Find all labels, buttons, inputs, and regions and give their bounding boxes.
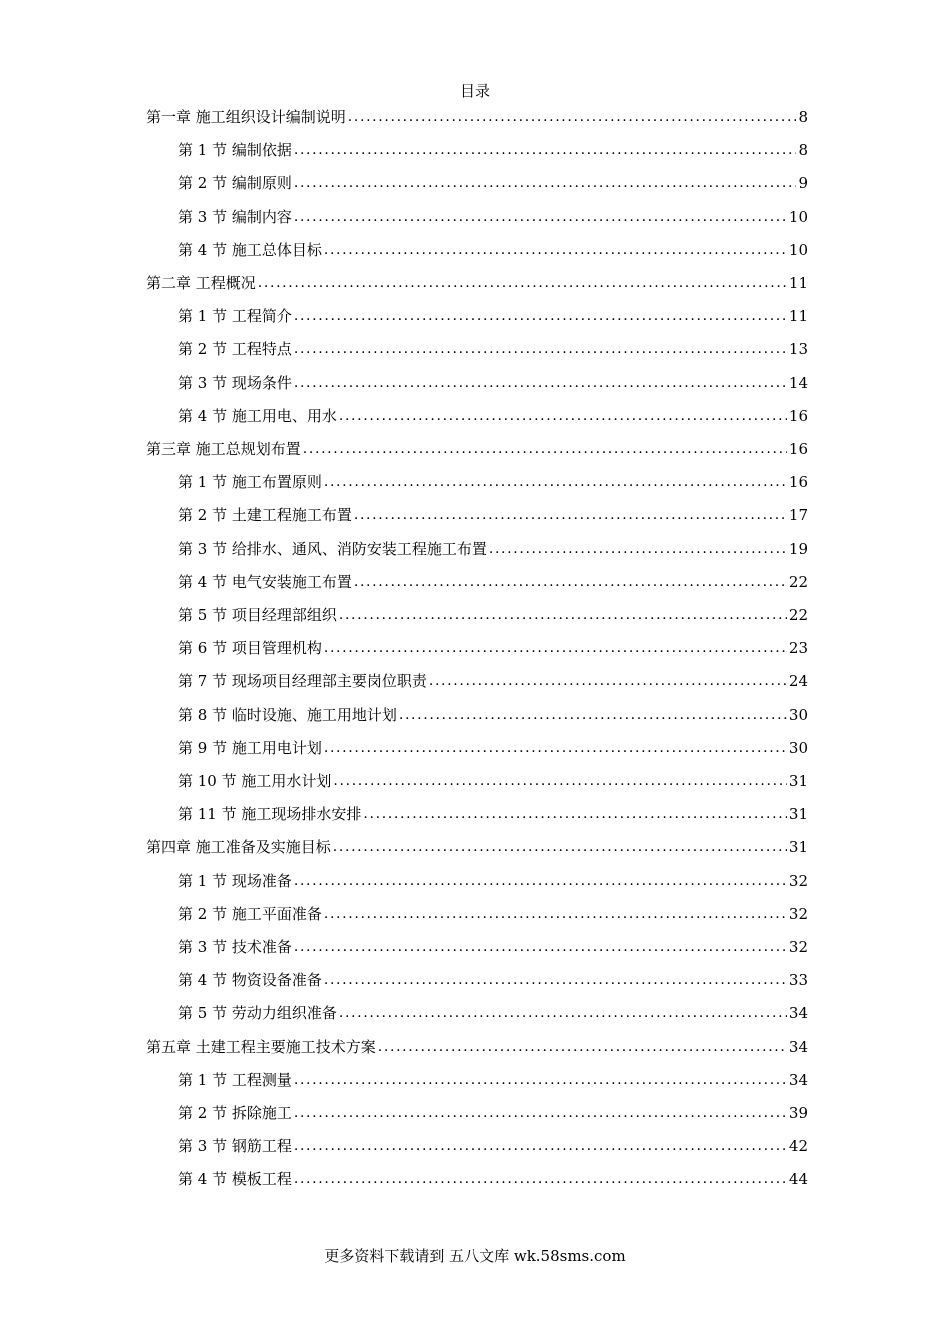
toc-entry-label: 第 3 节 现场条件 — [178, 373, 292, 392]
toc-section-entry[interactable] — [178, 206, 808, 228]
footer-text: 更多资料下载请到 五八文库 wk.58sms.com — [324, 1247, 626, 1265]
toc-entry-label: 第 8 节 临时设施、施工用地计划 — [178, 705, 397, 724]
toc-dot-leader — [324, 903, 787, 925]
toc-entry-label: 第 3 节 钢筋工程 — [178, 1137, 292, 1156]
toc-page-number: 32 — [788, 871, 808, 890]
toc-entry-label: 第 1 节 编制依据 — [178, 141, 292, 160]
toc-dot-leader — [324, 737, 787, 759]
toc-dot-leader — [339, 1002, 787, 1024]
toc-chapter-entry[interactable] — [146, 272, 808, 294]
toc-page-number: 39 — [788, 1104, 808, 1122]
toc-page-number: 14 — [788, 373, 808, 392]
toc-section-entry[interactable] — [178, 670, 808, 692]
toc-section-entry[interactable] — [178, 737, 808, 759]
toc-entry-label: 第 10 节 施工用水计划 — [178, 772, 332, 790]
toc-section-entry[interactable] — [178, 471, 808, 493]
toc-entry-label: 第 11 节 施工现场排水安排 — [178, 805, 362, 824]
toc-page-number: 13 — [788, 340, 808, 359]
toc-dot-leader — [324, 471, 787, 493]
toc-entry-label: 第 3 节 给排水、通风、消防安装工程施工布置 — [178, 539, 487, 558]
toc-dot-leader — [294, 1102, 787, 1124]
toc-entry-label: 第 7 节 现场项目经理部主要岗位职责 — [178, 672, 427, 691]
toc-entry-label: 第 4 节 电气安装施工布置 — [178, 572, 352, 591]
toc-dot-leader — [303, 438, 787, 460]
toc-page-number: 9 — [798, 174, 808, 193]
toc-section-entry[interactable] — [178, 936, 808, 958]
toc-chapter-entry[interactable] — [146, 1036, 808, 1058]
toc-entry-label: 第 5 节 劳动力组织准备 — [178, 1004, 337, 1023]
toc-page-number: 34 — [788, 1004, 808, 1023]
toc-page-number: 33 — [788, 971, 808, 990]
toc-dot-leader — [294, 1069, 787, 1091]
toc-section-entry[interactable] — [178, 1135, 808, 1157]
toc-section-entry[interactable] — [178, 803, 808, 825]
toc-section-entry[interactable] — [178, 969, 808, 991]
toc-dot-leader — [339, 405, 787, 427]
toc-entry-label: 第 1 节 现场准备 — [178, 871, 292, 890]
toc-entry-label: 第 6 节 项目管理机构 — [178, 639, 322, 658]
toc-dot-leader — [294, 305, 787, 327]
toc-section-entry[interactable] — [178, 538, 808, 560]
toc-entry-label: 第 2 节 拆除施工 — [178, 1104, 292, 1122]
toc-page-number: 24 — [788, 672, 808, 691]
toc-page-number: 30 — [788, 705, 808, 724]
toc-page-number: 17 — [788, 506, 808, 525]
toc-entry-label: 第 1 节 施工布置原则 — [178, 473, 322, 492]
toc-entry-label: 第五章 土建工程主要施工技术方案 — [146, 1037, 376, 1056]
toc-page-number: 19 — [788, 539, 808, 558]
toc-dot-leader — [294, 936, 787, 958]
toc-section-entry[interactable] — [178, 604, 808, 626]
toc-page-number: 23 — [788, 639, 808, 658]
toc-dot-leader — [363, 803, 787, 825]
toc-page-number: 44 — [788, 1170, 808, 1189]
toc-entry-label: 第 3 节 编制内容 — [178, 207, 292, 226]
toc-entry-label: 第 9 节 施工用电计划 — [178, 738, 322, 757]
toc-section-entry[interactable] — [178, 305, 808, 327]
toc-entry-label: 第 2 节 工程特点 — [178, 340, 292, 359]
toc-section-entry[interactable] — [178, 770, 808, 792]
toc-page-number: 34 — [788, 1070, 808, 1089]
toc-section-entry[interactable] — [178, 372, 808, 394]
toc-section-entry[interactable] — [178, 870, 808, 892]
toc-entry-label: 第 4 节 模板工程 — [178, 1170, 292, 1189]
toc-dot-leader — [294, 1168, 787, 1190]
toc-dot-leader — [333, 836, 787, 858]
toc-section-entry[interactable] — [178, 405, 808, 427]
toc-page-number: 10 — [788, 207, 808, 226]
toc-page-number: 31 — [788, 805, 808, 824]
toc-entry-label: 第 1 节 工程简介 — [178, 307, 292, 326]
toc-chapter-entry[interactable] — [146, 106, 808, 128]
toc-entry-label: 第 3 节 技术准备 — [178, 938, 292, 956]
toc-dot-leader — [294, 206, 787, 228]
toc-section-entry[interactable] — [178, 903, 808, 925]
toc-section-entry[interactable] — [178, 1002, 808, 1024]
toc-dot-leader — [489, 538, 787, 560]
toc-entry-label: 第四章 施工准备及实施目标 — [146, 838, 331, 857]
toc-dot-leader — [294, 139, 797, 161]
toc-dot-leader — [258, 272, 787, 294]
toc-dot-leader — [399, 704, 787, 726]
toc-page-number: 34 — [788, 1037, 808, 1056]
toc-page-number: 22 — [788, 606, 808, 624]
toc-entry-label: 第 1 节 工程测量 — [178, 1070, 292, 1089]
toc-dot-leader — [294, 338, 787, 360]
toc-page-number: 31 — [788, 772, 808, 790]
toc-dot-leader — [294, 372, 787, 394]
toc-page-number: 16 — [788, 473, 808, 492]
toc-entry-label: 第 5 节 项目经理部组织 — [178, 606, 337, 624]
toc-entry-label: 第二章 工程概况 — [146, 274, 256, 292]
toc-page-number: 8 — [798, 108, 808, 126]
toc-page-number: 10 — [788, 240, 808, 259]
toc-entry-label: 第 2 节 施工平面准备 — [178, 904, 322, 923]
toc-page-number: 11 — [788, 274, 808, 292]
toc-entry-label: 第 4 节 施工用电、用水 — [178, 406, 337, 425]
toc-section-entry[interactable] — [178, 172, 808, 194]
toc-dot-leader — [294, 172, 797, 194]
toc-dot-leader — [333, 770, 787, 792]
toc-entry-label: 第三章 施工总规划布置 — [146, 440, 301, 458]
toc-dot-leader — [348, 106, 797, 128]
toc-title: 目录 — [459, 82, 490, 100]
toc-section-entry[interactable] — [178, 704, 808, 726]
toc-dot-leader — [324, 239, 787, 261]
toc-section-entry[interactable] — [178, 1102, 808, 1124]
toc-entry-label: 第 2 节 土建工程施工布置 — [178, 506, 352, 525]
toc-dot-leader — [294, 870, 787, 892]
toc-section-entry[interactable] — [178, 338, 808, 360]
toc-page-number: 16 — [788, 440, 808, 458]
toc-dot-leader — [339, 604, 787, 626]
toc-section-entry[interactable] — [178, 1168, 808, 1190]
toc-page-number: 16 — [788, 406, 808, 425]
toc-section-entry[interactable] — [178, 139, 808, 161]
toc-section-entry[interactable] — [178, 637, 808, 659]
toc-dot-leader — [324, 637, 787, 659]
toc-page-number: 30 — [788, 738, 808, 757]
toc-dot-leader — [429, 670, 787, 692]
toc-page-number: 42 — [788, 1137, 808, 1156]
toc-section-entry[interactable] — [178, 239, 808, 261]
toc-page-number: 11 — [788, 307, 808, 326]
toc-dot-leader — [354, 571, 787, 593]
toc-entry-label: 第 2 节 编制原则 — [178, 174, 292, 193]
toc-dot-leader — [378, 1036, 787, 1058]
toc-section-entry[interactable] — [178, 571, 808, 593]
toc-page-number: 8 — [798, 141, 808, 160]
toc-chapter-entry[interactable] — [146, 438, 808, 460]
toc-page-number: 31 — [788, 838, 808, 857]
toc-chapter-entry[interactable] — [146, 836, 808, 858]
toc-page-number: 32 — [788, 904, 808, 923]
toc-section-entry[interactable] — [178, 1069, 808, 1091]
toc-entry-label: 第 4 节 物资设备准备 — [178, 971, 322, 990]
toc-page-number: 32 — [788, 938, 808, 956]
toc-dot-leader — [354, 504, 787, 526]
toc-dot-leader — [324, 969, 787, 991]
toc-entry-label: 第 4 节 施工总体目标 — [178, 240, 322, 259]
toc-page-number: 22 — [788, 572, 808, 591]
toc-section-entry[interactable] — [178, 504, 808, 526]
toc-entry-label: 第一章 施工组织设计编制说明 — [146, 108, 346, 126]
toc-dot-leader — [294, 1135, 787, 1157]
